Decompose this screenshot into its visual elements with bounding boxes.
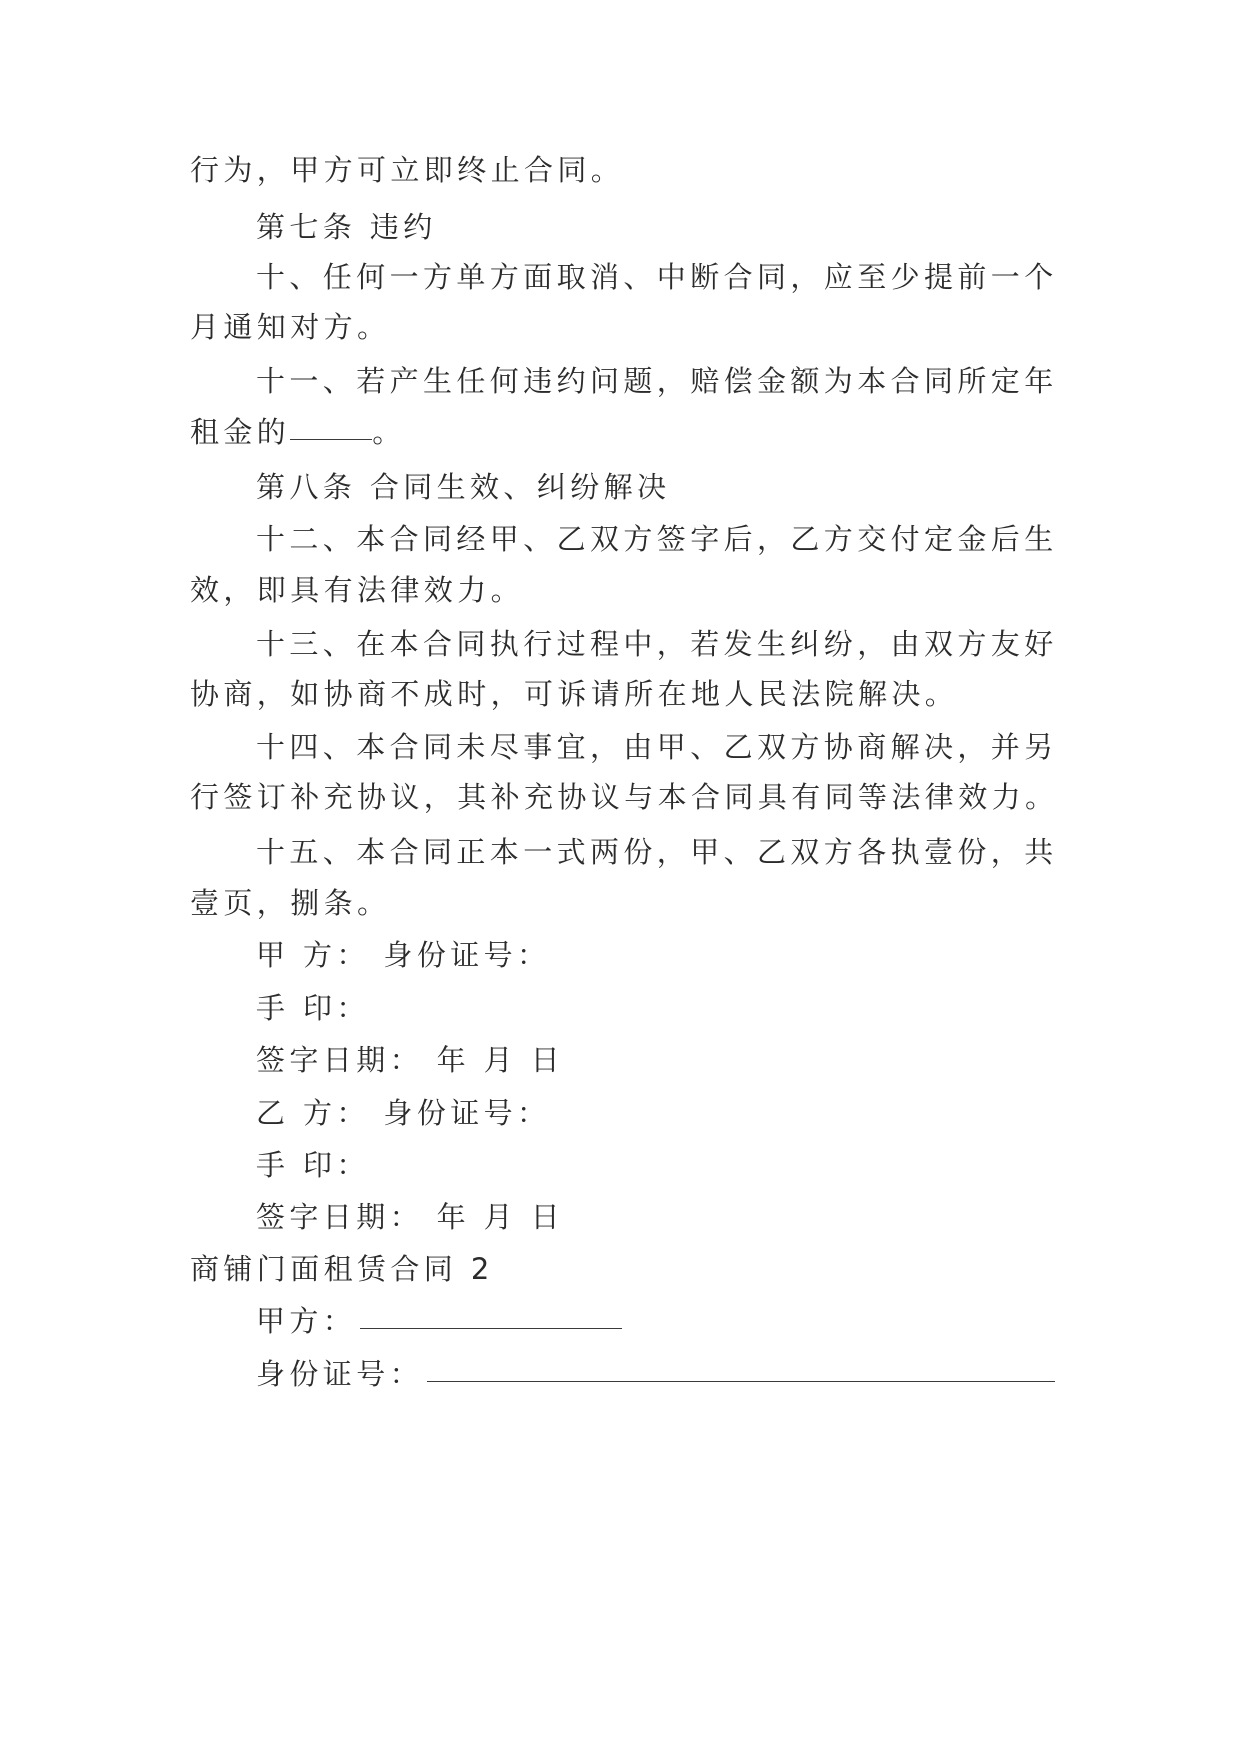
- section-heading: 第八条 合同生效、纠纷解决: [256, 470, 671, 504]
- text-line: 效，即具有法律效力。: [190, 573, 525, 607]
- text-line: 十一、若产生任何违约问题，赔偿金额为本合同所定年: [256, 364, 1058, 398]
- text-line: 壹页，捌条。: [190, 886, 391, 920]
- text-line: 协商，如协商不成时，可诉请所在地人民法院解决。: [190, 677, 959, 711]
- fill-in-blank: [290, 438, 372, 440]
- party-a-field: [256, 1301, 622, 1341]
- text-line-with-blank: [190, 412, 406, 452]
- text-line: 十、任何一方单方面取消、中断合同，应至少提前一个: [256, 260, 1058, 294]
- text-line: 十五、本合同正本一式两份，甲、乙双方各执壹份，共: [256, 835, 1058, 869]
- text-line: 月通知对方。: [190, 310, 391, 344]
- text-line: 十三、在本合同执行过程中，若发生纠纷，由双方友好: [256, 627, 1058, 661]
- id-number-field: [256, 1354, 1055, 1394]
- fill-in-blank: [427, 1380, 1055, 1382]
- section-heading: 第七条 违约: [256, 210, 437, 244]
- field-label: 甲方：: [256, 1304, 357, 1338]
- field-label: 身份证号：: [256, 1357, 424, 1391]
- text-line: 十二、本合同经甲、乙双方签字后，乙方交付定金后生: [256, 522, 1058, 556]
- text-line: 行签订补充协议，其补充协议与本合同具有同等法律效力。: [190, 780, 1059, 814]
- text-fragment: 租金的: [190, 415, 291, 449]
- handprint-line: 手 印：: [256, 1148, 370, 1182]
- sign-date-line: 签字日期： 年 月 日: [256, 1043, 565, 1077]
- signature-line-party-a: 甲 方： 身份证号：: [256, 938, 551, 972]
- signature-line-party-b: 乙 方： 身份证号：: [256, 1096, 551, 1130]
- text-line: 十四、本合同未尽事宜，由甲、乙双方协商解决，并另: [256, 730, 1058, 764]
- sign-date-line: 签字日期： 年 月 日: [256, 1200, 565, 1234]
- text-fragment: 。: [372, 415, 406, 449]
- handprint-line: 手 印：: [256, 991, 370, 1025]
- text-line: 行为，甲方可立即终止合同。: [190, 153, 625, 187]
- contract-title: 商铺门面租赁合同 2: [190, 1252, 494, 1286]
- fill-in-blank: [360, 1327, 622, 1329]
